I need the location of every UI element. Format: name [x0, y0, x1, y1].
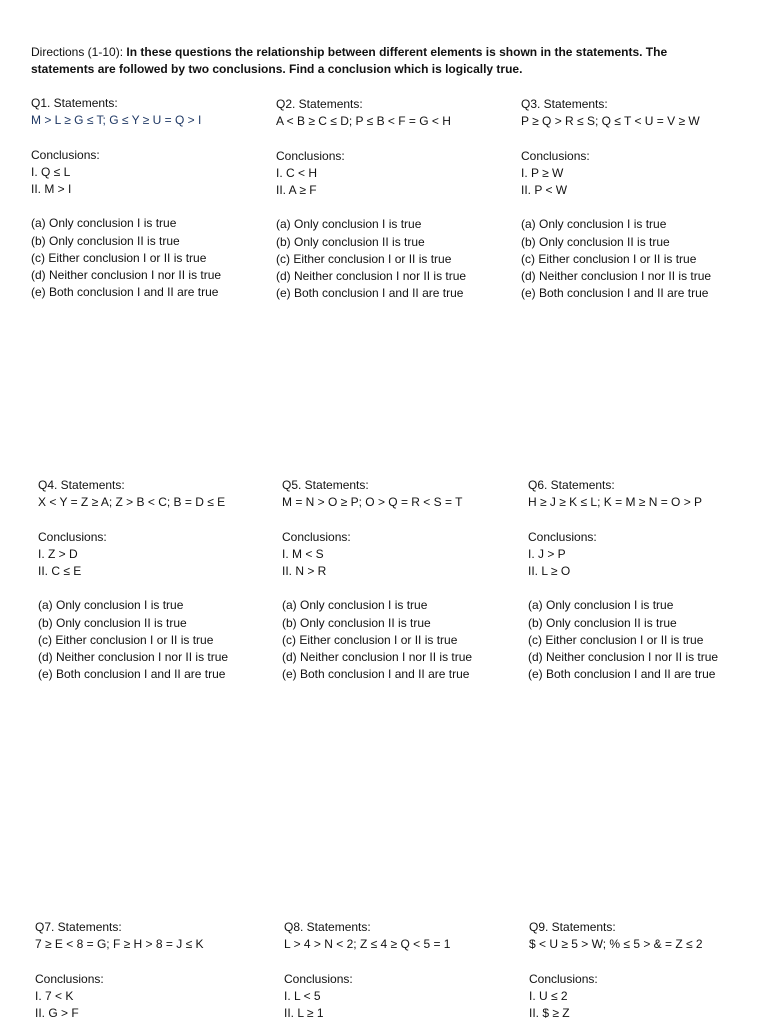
conclusions-label: Conclusions:	[31, 147, 100, 162]
question-3	[521, 96, 753, 302]
option-b: (b) Only conclusion II is true	[38, 615, 187, 630]
option-c: (c) Either conclusion I or II is true	[38, 632, 214, 647]
statement: X < Y = Z ≥ A; Z > B < C; B = D ≤ E	[38, 495, 226, 510]
conclusions-label: Conclusions:	[38, 529, 107, 544]
option-c: (c) Either conclusion I or II is true	[282, 632, 458, 647]
option-d: (d) Neither conclusion I nor II is true	[276, 268, 467, 283]
option-c: (c) Either conclusion I or II is true	[528, 632, 704, 647]
question-title: Q9. Statements:	[529, 920, 616, 934]
option-a: (a) Only conclusion I is true	[528, 598, 674, 613]
option-e: (e) Both conclusion I and II are true	[276, 286, 464, 301]
question-5	[282, 477, 514, 683]
question-2	[276, 96, 508, 302]
option-e: (e) Both conclusion I and II are true	[282, 667, 470, 682]
conclusion-2: II. G > F	[35, 1005, 79, 1020]
option-e: (e) Both conclusion I and II are true	[521, 286, 709, 301]
conclusion-2: II. C ≤ E	[38, 563, 82, 578]
question-4	[38, 477, 270, 683]
conclusion-2: II. A ≥ F	[276, 182, 317, 197]
conclusion-2: II. L ≥ 1	[284, 1005, 324, 1020]
conclusion-2: II. N > R	[282, 563, 327, 578]
question-8	[284, 919, 516, 1022]
conclusion-2: II. M > I	[31, 181, 72, 196]
question-title: Q5. Statements:	[282, 478, 369, 492]
conclusion-1: I. J > P	[528, 546, 566, 561]
statement: H ≥ J ≥ K ≤ L; K = M ≥ N = O > P	[528, 495, 703, 510]
option-a: (a) Only conclusion I is true	[31, 216, 177, 231]
conclusion-1: I. U ≤ 2	[529, 988, 568, 1003]
option-d: (d) Neither conclusion I nor II is true	[528, 649, 719, 664]
conclusions-label: Conclusions:	[282, 529, 351, 544]
conclusion-2: II. P < W	[521, 182, 568, 197]
conclusions-label: Conclusions:	[276, 148, 345, 163]
question-title: Q4. Statements:	[38, 478, 125, 492]
conclusion-1: I. L < 5	[284, 988, 321, 1003]
statement: 7 ≥ E < 8 = G; F ≥ H > 8 = J ≤ K	[35, 937, 204, 952]
option-a: (a) Only conclusion I is true	[38, 598, 184, 613]
option-b: (b) Only conclusion II is true	[528, 615, 677, 630]
option-d: (d) Neither conclusion I nor II is true	[38, 649, 229, 664]
option-d: (d) Neither conclusion I nor II is true	[282, 649, 473, 664]
question-7	[35, 919, 267, 1022]
statement: A < B ≥ C ≤ D; P ≤ B < F = G < H	[276, 114, 451, 129]
question-title: Q1. Statements:	[31, 96, 118, 110]
option-e: (e) Both conclusion I and II are true	[528, 667, 716, 682]
conclusions-label: Conclusions:	[284, 971, 353, 986]
conclusion-2: II. $ ≥ Z	[529, 1005, 570, 1020]
conclusion-1: I. C < H	[276, 165, 318, 180]
option-b: (b) Only conclusion II is true	[521, 234, 670, 249]
question-title: Q7. Statements:	[35, 920, 122, 934]
option-b: (b) Only conclusion II is true	[31, 233, 180, 248]
question-title: Q3. Statements:	[521, 97, 608, 111]
option-b: (b) Only conclusion II is true	[282, 615, 431, 630]
conclusion-1: I. M < S	[282, 546, 324, 561]
option-d: (d) Neither conclusion I nor II is true	[31, 267, 222, 282]
conclusions-label: Conclusions:	[529, 971, 598, 986]
option-a: (a) Only conclusion I is true	[276, 217, 422, 232]
option-c: (c) Either conclusion I or II is true	[521, 251, 697, 266]
option-e: (e) Both conclusion I and II are true	[38, 667, 226, 682]
directions-prefix: Directions (1-10):	[31, 45, 127, 59]
statement: M = N > O ≥ P; O > Q = R < S = T	[282, 495, 463, 510]
conclusion-1: I. 7 < K	[35, 988, 74, 1003]
question-title: Q8. Statements:	[284, 920, 371, 934]
conclusion-2: II. L ≥ O	[528, 563, 571, 578]
option-b: (b) Only conclusion II is true	[276, 234, 425, 249]
directions	[31, 44, 731, 78]
option-c: (c) Either conclusion I or II is true	[31, 250, 207, 265]
conclusion-1: I. Z > D	[38, 546, 78, 561]
directions-text: In these questions the relationship between different elements is shown in the statements. The statements are followed by two conclusions. Find a conclusion which is logically true.	[31, 45, 668, 76]
option-c: (c) Either conclusion I or II is true	[276, 251, 452, 266]
statement: M > L ≥ G ≤ T; G ≤ Y ≥ U = Q > I	[31, 113, 202, 128]
option-a: (a) Only conclusion I is true	[521, 217, 667, 232]
option-d: (d) Neither conclusion I nor II is true	[521, 268, 712, 283]
option-e: (e) Both conclusion I and II are true	[31, 285, 219, 300]
statement: L > 4 > N < 2; Z ≤ 4 ≥ Q < 5 = 1	[284, 937, 451, 952]
question-title: Q6. Statements:	[528, 478, 615, 492]
question-title: Q2. Statements:	[276, 97, 363, 111]
conclusions-label: Conclusions:	[35, 971, 104, 986]
question-6	[528, 477, 760, 683]
statement: P ≥ Q > R ≤ S; Q ≤ T < U = V ≥ W	[521, 114, 700, 129]
statement: $ < U ≥ 5 > W; % ≤ 5 > & = Z ≤ 2	[529, 937, 703, 952]
question-9	[529, 919, 761, 1022]
question-1	[31, 95, 263, 301]
option-a: (a) Only conclusion I is true	[282, 598, 428, 613]
conclusions-label: Conclusions:	[528, 529, 597, 544]
conclusions-label: Conclusions:	[521, 148, 590, 163]
conclusion-1: I. Q ≤ L	[31, 164, 71, 179]
conclusion-1: I. P ≥ W	[521, 165, 564, 180]
